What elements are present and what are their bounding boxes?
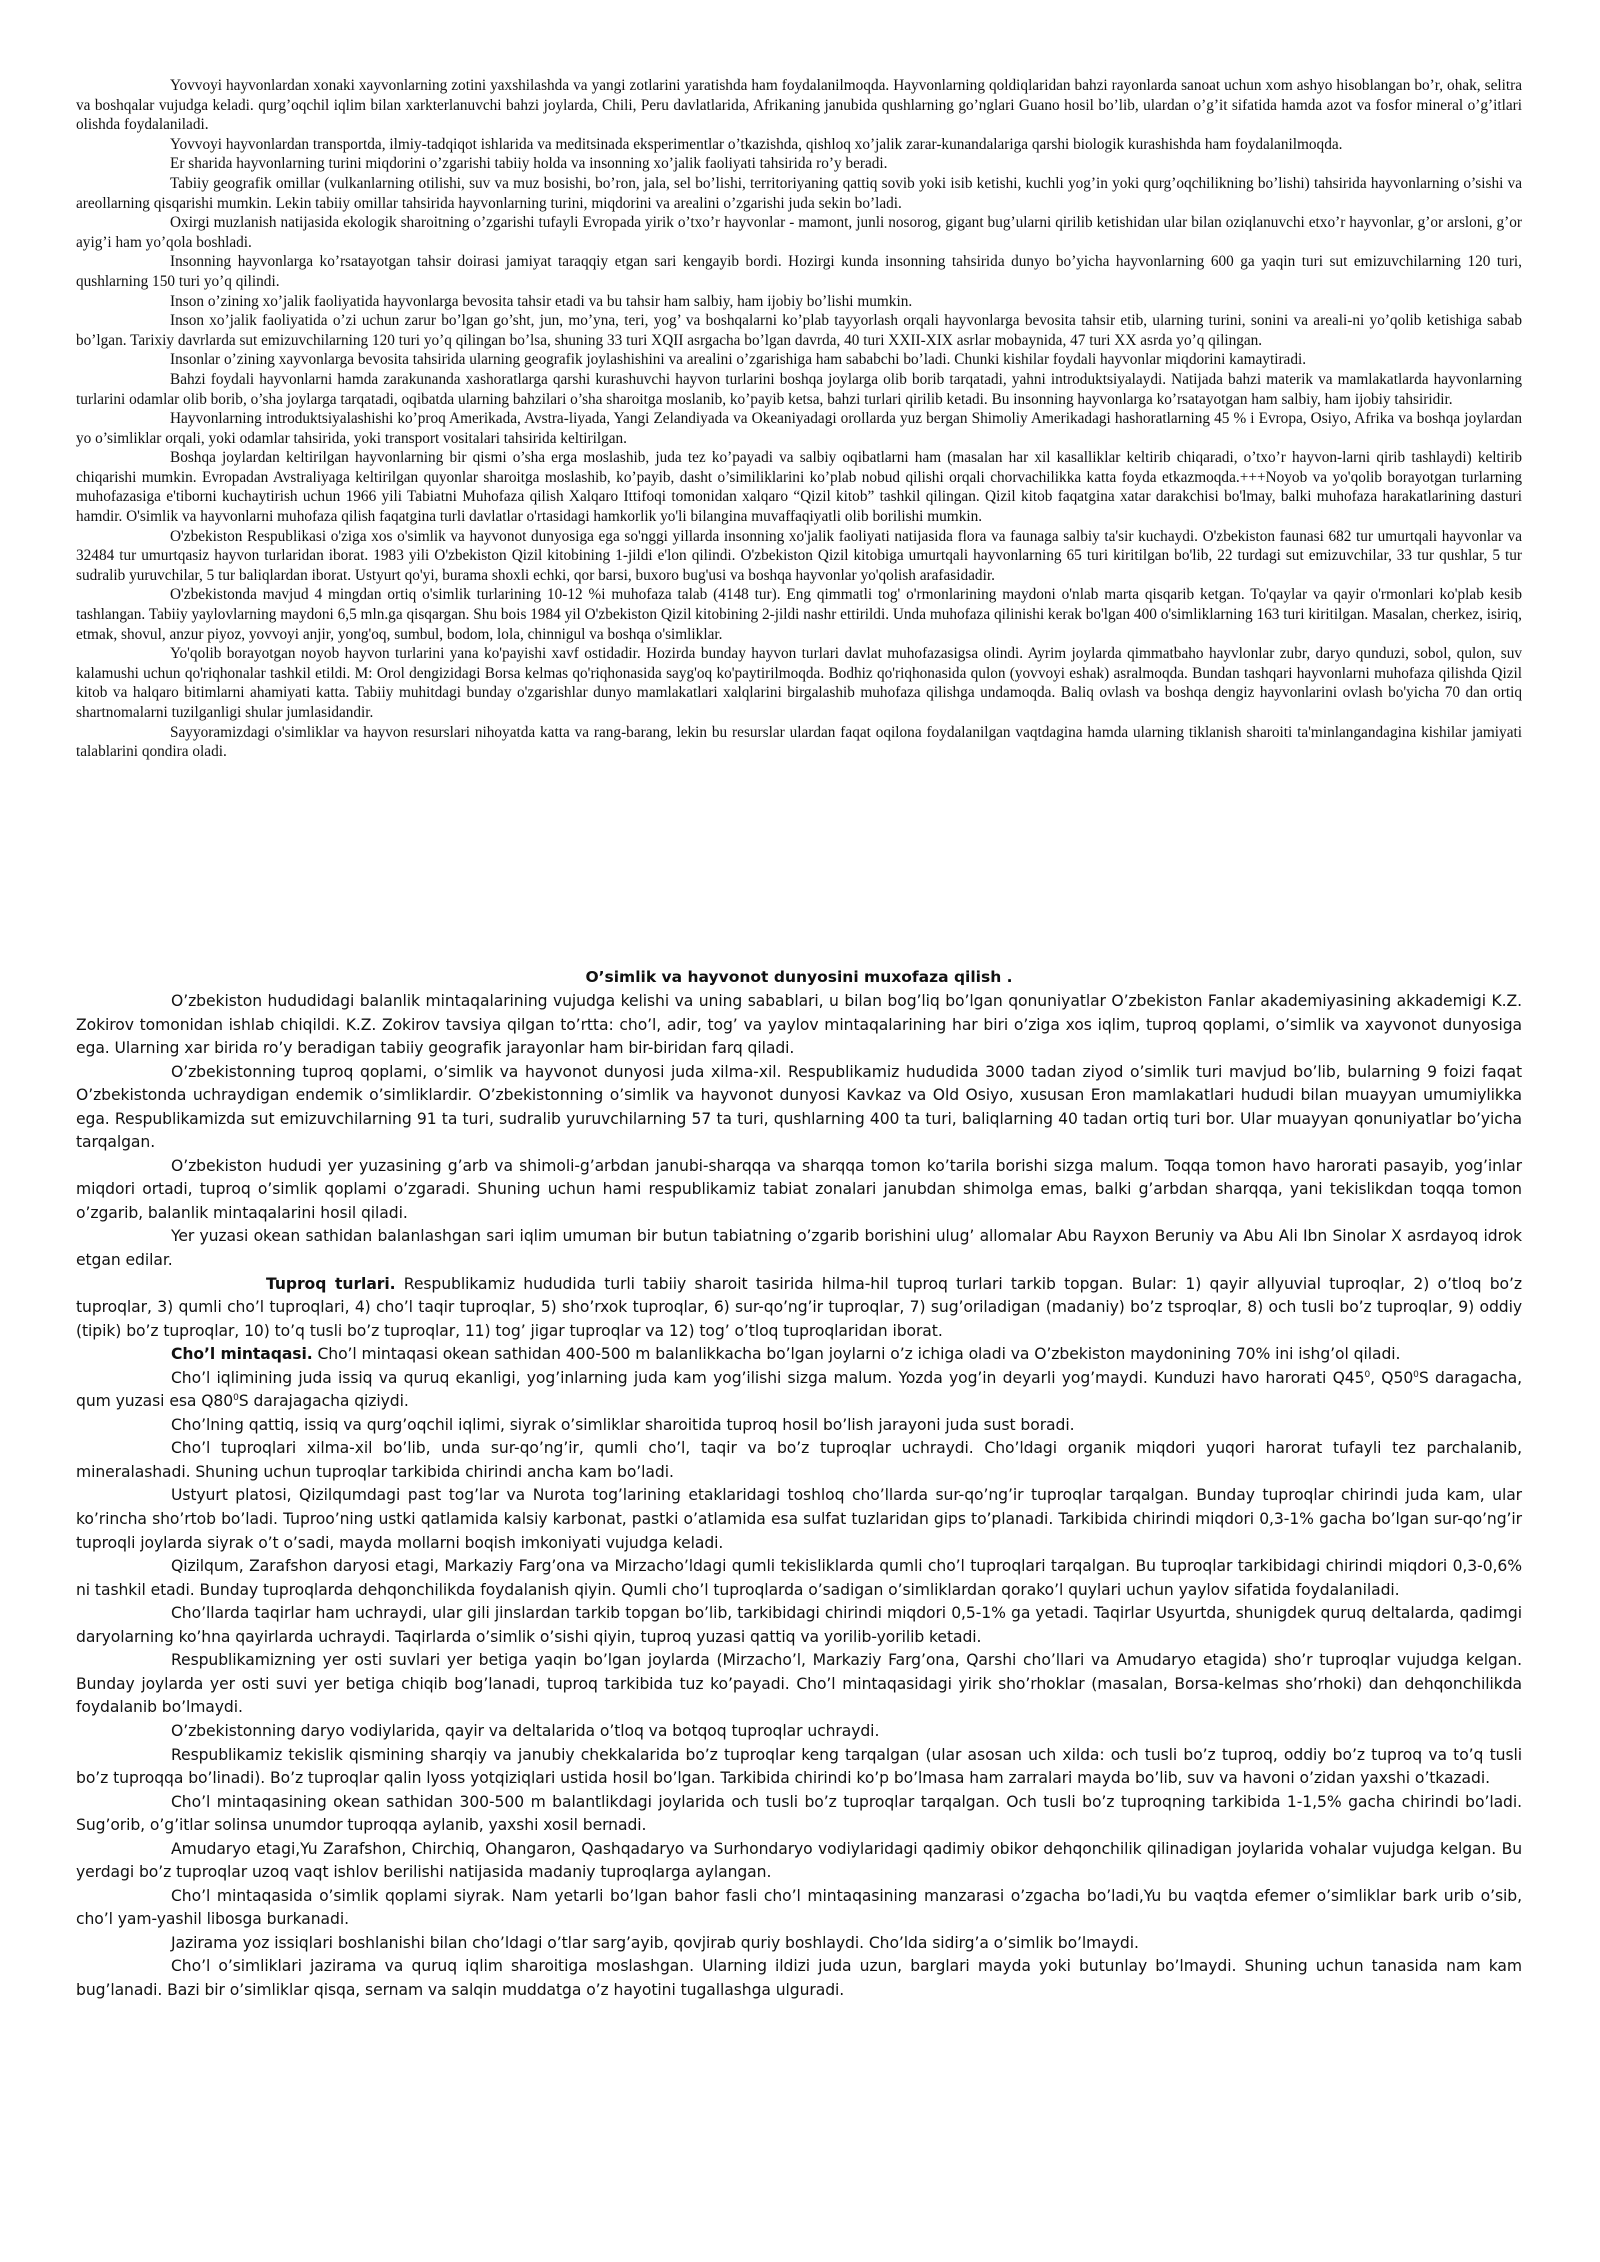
soil-types-text: Respublikamiz hududida turli tabiiy sharoit tasirida hilma-hil tuproq turlari tarkib topgan. Bular: 1) qayir allyuvial tuproqlar, 2) o’tloq bo’z tuproqlar, 3) qumli cho’l tuproqlari, 4) cho’l taqir tuproqlar, 5) sho’rxok tuproqlar, 6) sur-qo’ng’ir tuproqlar, 7) sug’oriladigan (madaniy) bo’z tsproqlar, 8) och tusli bo’z tuproqlar, 9) oddiy (tipik) bo’z tuproqlar, 10) to’q tusli bo’z tuproqlar, 11) tog’ jigar tuproqlar va 12) tog’ o’tloq tuproqlaridan iborat. <box>76 1274 1523 1340</box>
paragraph: Bahzi foydali hayvonlarni hamda zarakunanda xashoratlarga qarshi kurashuvchi hayvon turlarini boshqa joylarga olib borib tarqatadi, yahni introduktsiyalaydi. Natijada bahzi materik va mamlakatlarda hayvonlarning turlarini odamlar olib borib, o’sha joylarga tarqatadi, oqibatda ularning bahzilari o’sha sharoitga moslanib, ko’payib ketsa, bahzi turlari qirilib ketadi. Bu insonning hayvonlarga ko’rsatayotgan ham salbiy, ham ijobiy tahsiridir. <box>76 370 1522 408</box>
paragraph: O’zbekistonning tuproq qoplami, o’simlik va hayvonot dunyosi juda xilma-xil. Respublikamiz hududida 3000 tadan ziyod o’simlik turi mavjud bo’lib, bularning 9 foizi faqat O’zbekistonda uchraydigan endemik o’simliklardir. O’zbekistonning o’simlik va hayvonot dunyosi Kavkaz va Old Osiyo, xususan Eron mamlakatlari hududi bilan muayyan umumiylikka ega. Respublikamizda sut emizuvchilarning 91 ta turi, sudralib yuruvchilarning 57 ta turi, qushlarning 400 ta turi, baliqlarning 40 tadan ortiq turi bor. Ular muayyan qonuniyatlar bo’yicha tarqalgan. <box>76 1062 1522 1152</box>
paragraph: Jazirama yoz issiqlari boshlanishi bilan cho’ldagi o’tlar sarg’ayib, qovjirab quriy boshlaydi. Cho’lda sidirg’a o’simlik bo’lmaydi. <box>171 1933 1139 1952</box>
paragraph: Boshqa joylardan keltirilgan hayvonlarning bir qismi o’sha erga moslashib, juda tez ko’payadi va salbiy oqibatlarni ham (masalan har xil kasalliklar keltirib chiqaradi, o’txo’r hayvon-larni qirib tashlaydi) keltirib chiqarishi mumkin. Evropadan Avstraliyaga keltirilgan quyonlar sharoitga moslashib, ko’payib, dasht o’similiklarini ko’plab nobud qilishi orqali chorvachilikka katta foyda etkazmoqda.+++Noyob va yo'qolib borayotgan turlarning muhofazasiga e'tiborni kuchaytirish uchun 1966 yili Tabiatni Muhofaza qilish Xalqaro Ittifoqi tomonidan xalqaro “Qizil kitob” tashkil qilingan. Qizil kitob faqatgina xatar darakchisi bo'lmay, balki muhofaza harakatlarining dasturi hamdir. O'simlik va hayvonlarni muhofaza qilish faqatgina turli davlatlar o'rtasidagi hamkorlik yo'li bilangina muvaffaqiyatli olib borilishi mumkin. <box>76 449 1522 526</box>
paragraph: Yo'qolib borayotgan noyob hayvon turlarini yana ko'payishi xavf ostidadir. Hozirda bunday hayvon turlari davlat muhofazasigsa olindi. Ayrim joylarda qimmatbaho hayvlonlar zubr, daryo qunduzi, sobol, qulon, suv kalamushi uchun qo'riqhonalar tashkil etildi. M: Orol dengizidagi Borsa kelmas qo'riqhonasida sayg'oq ko'paytirilmoqda. Bodhiz qo'riqhonasida qulon (yovvoyi eshak) asralmoqda. Bundan tashqari hayvonlarni muhofaza qilishda Qizil kitob va halqaro bitimlarni ahamiyati katta. Tabiiy muhitdagi bunday o'zgarishlar dunyo mamlakatlari xalqlarini birgalashib muhofaza qilishga undamoqda. Baliq ovlash va boshqa dengiz hayvonlarini ovlash bo'yicha 70 dan ortiq shartnomalarni tuzilganligi shular jumlasidandir. <box>76 645 1522 721</box>
degree-sup: 0 <box>233 1393 239 1404</box>
paragraph-climate <box>76 1367 1522 1414</box>
paragraph: Cho’lning qattiq, issiq va qurg’oqchil iqlimi, siyrak o’simliklar sharoitida tuproq hosil bo’lish jarayoni juda sust boradi. <box>171 1415 1075 1434</box>
paragraph: Respublikamizning yer osti suvlari yer betiga yaqin bo’lgan joylarda (Mirzacho’l, Markaziy Farg’ona, Qarshi cho’llari va Amudaryo etagida) sho’r tuproqlar vujudga kelgan. Bunday joylarda yer osti suvi yer betiga chiqib bog’lanadi, tuproq tarkibida tuz ko’payadi. Cho’l mintaqasidagi yirik sho’rhoklar (masalan, Borsa-kelmas sho’rhoki) dan dehqonchilikda foydalanib bo’lmaydi. <box>76 1651 1522 1717</box>
paragraph: Insonning hayvonlarga ko’rsatayotgan tahsir doirasi jamiyat taraqqiy etgan sari kengayib bordi. Hozirgi kunda insonning tahsirida dunyo bo’yicha hayvonlarning 600 ga yaqin turi sut emizuvchilarning 120 turi, qushlarning 150 turi yo’q qilindi. <box>76 253 1522 290</box>
paragraph: Cho’l mintaqasida o’simlik qoplami siyrak. Nam yetarli bo’lgan bahor fasli cho’l mintaqasining manzarasi o’zgacha bo’ladi,Yu bu vaqtda efemer o’simliklar bark urib o’sib, cho’l yam-yashil libosga burkanadi. <box>76 1886 1522 1929</box>
soil-types-heading: Tuproq turlari. <box>266 1274 396 1293</box>
paragraph: Sayyoramizdagi o'simliklar va hayvon resurslari nihoyatda katta va rang-barang, lekin bu resurslar ulardan faqat oqilona foydalanilgan vaqtdagina hamda ularning tiklanish sharoiti ta'minlangandagina kishilar jamiyati talablarini qondira oladi. <box>76 723 1522 761</box>
paragraph: Cho’llarda taqirlar ham uchraydi, ular gili jinslardan tarkib topgan bo’lib, tarkibidagi chirindi miqdori 0,5-1% ga yetadi. Taqirlar Usyurtda, shunigdek quruq deltalarda, qadimgi daryolarning ko’hna qayirlarda uchraydi. Taqirlarda o’simlik o’sishi qiyin, tuproq yuzasi qattiq va yorilib-yorilib ketadi. <box>76 1604 1522 1646</box>
climate-text-a: Cho’l iqlimining juda issiq va quruq ekanligi, yog’inlarning juda kam yog’ilishi sizga malum. Yozda yog’in deyarli yog’maydi. Kunduzi havo harorati Q45 <box>171 1368 1365 1387</box>
paragraph: Yer yuzasi okean sathidan balanlashgan sari iqlim umuman bir butun tabiatning o’zgarib borishini ulug’ allomalar Abu Rayxon Beruniy va Abu Ali Ibn Sinolar X asrdayoq idrok etgan edilar. <box>76 1227 1522 1270</box>
paragraph: Hayvonlarning introduktsiyalashishi ko’proq Amerikada, Avstra-liyada, Yangi Zelandiyada va Okeaniyadagi orollarda yuz bergan Shimoliy Amerikadagi hashoratlarning 45 % i Evropa, Osiyo, Afrika va boshqa joylardan yo o’simliklar orqali, yoki odamlar tahsirida, yoki transport vositalari tahsirida keltirilgan. <box>76 410 1522 447</box>
paragraph: Ustyurt platosi, Qizilqumdagi past tog’lar va Nurota tog’larining etaklaridagi toshloq cho’llarda sur-qo’ng’ir tuproqlar tarqalgan. Bunday tuproqlar chirindi juda kam, ular ko’rincha sho’rtob bo’ladi. Tuproo’ning ustki qatlamida kalsiy karbonat, pastki o’atlamida esa sulfat tuzlaridan gips to’planadi. Tarkibida chirindi miqdori 0,3-1% gacha bo’lgan sur-qo’ng’ir tuproqli joylarda siyrak o’t o’sadi, mayda mollarni boqish imkoniyati vujudga keladi. <box>76 1486 1522 1552</box>
section-heading: O’simlik va hayvonot dunyosini muxofaza qilish . <box>585 968 1013 986</box>
paragraph: O'zbekistonda mavjud 4 mingdan ortiq o'simlik turlarining 10-12 %i muhofaza talab (4148 tur). Eng qimmatli tog' o'rmonlarining maydoni o'nlab marta qisqarib ketgan. To'qaylar va qayir o'rmonlari ko'plab kesib tashlangan. Tabiiy yaylovlarning maydoni 6,5 mln.ga qisqargan. Shu bois 1984 yil O'zbekiston Qizil kitobining 2-jildi nashr ettirildi. Unda muhofaza qilinishi kerak bo'lgan 400 o'simliklarning 163 turi kiritilgan. Masalan, cherkez, isiriq, etmak, shovul, anzur piyoz, yovvoyi anjir, yong'oq, sumbul, bodom, lola, chinnigul va boshqa o'simliklar. <box>76 586 1523 643</box>
paragraph: Inson xo’jalik faoliyatida o’zi uchun zarur bo’lgan go’sht, jun, mo’yna, teri, yog’ va boshqalarni ko’plab tayyorlash orqali hayvonlarga bevosita tahsir etib, ularning turini, sonini va areali-ni yo’qolib ketishiga sabab bo’lgan. Tarixiy davrlarda sut emizuvchilarning 120 turi yo’q qilingan bo’lsa, shuning 33 turi XQII asrgacha bo’lgan davrda, 40 turi XXII-XIX asrlar mobaynida, 47 turi XX asrda yo’q qilingan. <box>76 312 1522 349</box>
desert-zone-heading: Cho’l mintaqasi. <box>171 1345 313 1364</box>
paragraph: O’zbekistonning daryo vodiylarida, qayir va deltalarida o’tloq va botqoq tuproqlar uchraydi. <box>171 1721 880 1740</box>
paragraph: Cho’l o’simliklari jazirama va quruq iqlim sharoitiga moslashgan. Ularning ildizi juda uzun, barglari mayda yoki butunlay bo’lmaydi. Shuning uchun tanasida nam kam bug’lanadi. Bazi bir o’simliklar qisqa, sernam va salqin muddatga o’z hayotini tugallashga ulguradi. <box>76 1957 1522 1999</box>
paragraph: Qizilqum, Zarafshon daryosi etagi, Markaziy Farg’ona va Mirzacho’ldagi qumli tekisliklarda qumli cho’l tuproqlari tarqalgan. Bu tuproqlar tarkibidagi chirindi miqdori 0,3-0,6% ni tashkil etadi. Bunday tuproqlarda dehqonchilikda foydalanish qiyin. Qumli cho’l tuproqlarda o’sadigan o’simliklardan qorako’l quylari uchun yaylov sifatida foydalaniladi. <box>76 1557 1522 1599</box>
body-text-lower <box>76 990 1522 2003</box>
paragraph: Inson o’zining xo’jalik faoliyatida hayvonlarga bevosita tahsir etadi va bu tahsir ham salbiy, ham ijobiy bo’lishi mumkin. <box>170 292 913 310</box>
paragraph: O’zbekiston hududi yer yuzasining g’arb va shimoli-g’arbdan janubi-sharqqa va sharqqa tomon ko’tarila borishi sizga malum. Toqqa tomon havo harorati pasayib, yog’inlar miqdori ortadi, tuproq o’simlik qoplami o’zgaradi. Shuning uchun hami respublikamiz tabiat zonalari janubdan shimolga emas, balki g’arbdan sharqqa, yani tekislikdan toqqa tomon o’zgarib, balanlik mintaqalarini hosil qiladi. <box>76 1156 1522 1222</box>
paragraph: Insonlar o’zining xayvonlarga bevosita tahsirida ularning geografik joylashishini va arealini o’zgarishiga ham sababchi bo’ladi. Chunki kishilar foydali hayvonlar miqdorini kamaytiradi. <box>170 351 1307 369</box>
climate-text-c: S daragacha, qum yuzasi esa Q80 <box>76 1368 1522 1411</box>
degree-sup: 0 <box>1413 1369 1419 1380</box>
paragraph: Er sharida hayvonlarning turini miqdorini o’zgarishi tabiiy holda va insonning xo’jalik faoliyati tahsirida ro’y beradi. <box>170 155 888 173</box>
paragraph: Respublikamiz tekislik qismining sharqiy va janubiy chekkalarida bo’z tuproqlar keng tarqalgan (ular asosan uch xilda: och tusli bo’z tuproq, oddiy bo’z tuproq va to’q tusli bo’z tuproqqa bo’linadi). Bo’z tuproqlar qalin lyoss yotqiziqlari ustida hosil bo’lgan. Tarkibida chirindi ko’p bo’lmasa ham zarralari mayda bo’lib, suv va havoni o’zidan yaxshi o’tkazadi. <box>76 1745 1522 1788</box>
paragraph-desert-zone <box>76 1343 1522 1367</box>
paragraph: O’zbekiston hududidagi balanlik mintaqalarining vujudga kelishi va uning sabablari, u bilan bog’liq bo’lgan qonuniyatlar O’zbekiston Fanlar akademiyasining akkademigi K.Z. Zokirov tomonidan ishlab chiqildi. K.Z. Zokirov tavsiya qilgan to’rtta: cho’l, adir, tog’ va yaylov mintaqalarining har biri o’ziga xos iqlim, tuproq qoplami, o’simlik va xayvonot dunyosiga ega. Ularning xar birida ro’y beradigan tabiiy geografik jarayonlar ham bir-biridan farq qiladi. <box>76 992 1522 1058</box>
climate-text-d: S darajagacha qiziydi. <box>238 1392 409 1411</box>
paragraph: Cho’l mintaqasining okean sathidan 300-500 m balantlikdagi joylarida och tusli bo’z tuproqlar tarqalgan. Och tusli bo’z tuproqning tarkibida 1-1,5% gacha chirindi bo’ladi. Sug’orib, o’g’itlar solinsa unumdor tuproqqa aylanib, yaxshi xosil bernadi. <box>76 1792 1522 1835</box>
desert-zone-text: Cho’l mintaqasi okean sathidan 400-500 m balanlikkacha bo’lgan joylarni o’z ichiga oladi va O’zbekiston maydonining 70% ini ishg’ol qiladi. <box>312 1345 1401 1364</box>
paragraph: Oxirgi muzlanish natijasida ekologik sharoitning o’zgarishi tufayli Evropada yirik o’txo’r hayvonlar - mamont, junli nosorog, gigant bug’ularni qirilib ketishidan ular bilan oziqlanuvchi etxo’r hayvonlar, g’or arsloni, g’or ayig’i ham yo’qola boshladi. <box>76 214 1522 251</box>
paragraph-soil-types <box>76 1273 1522 1344</box>
body-text-upper <box>76 76 1522 762</box>
paragraph: O'zbekiston Respublikasi o'ziga xos o'simlik va hayvonot dunyosiga ega so'nggi yillarda insonning xo'jalik faoliyati natijasida flora va faunaga salbiy ta'sir kuchaydi. O'zbekiston faunasi 682 tur umurtqali hayvonlar va 32484 tur umurtqasiz hayvon turlaridan iborat. 1983 yili O'zbekiston Qizil kitobining 1-jildi e'lon qilindi. O'zbekiston Qizil kitobiga umurtqali hayvonlarning 65 turi kiritilgan bo'lib, 22 turdagi sut emizuvchilar, 33 tur qushlar, 5 tur sudralib yuruvchilar, 5 tur baliqlardan iborat. Ustyurt qo'yi, burama shoxli echki, qor barsi, buxoro bug'usi va boshqa hayvonlar yo'qolish arafasidadir. <box>76 527 1522 584</box>
paragraph: Amudaryo etagi,Yu Zarafshon, Chirchiq, Ohangaron, Qashqadaryo va Surhondaryo vodiylaridagi qadimiy obikor dehqonchilik qilinadigan joylarida vohalar vujudga kelgan. Bu yerdagi bo’z tuproqlar uzoq vaqt ishlov berilishi natijasida madaniy tuproqlarga aylangan. <box>76 1839 1522 1882</box>
degree-sup: 0 <box>1364 1369 1371 1380</box>
climate-text-b: , Q50 <box>1370 1368 1414 1387</box>
paragraph: Tabiiy geografik omillar (vulkanlarning otilishi, suv va muz bosishi, bo’ron, jala, sel bo’lishi, territoriyaning qattiq sovib yoki isib ketishi, kuchli yog’in yoki qurg’oqchilikning bo’lishi) tahsirida hayvonlarning o’sishi va areollarning qisqarishi mumkin. Lekin tabiiy omillar tahsirida hayvonlarning turini, miqdorini va arealini o’zgarishi juda sekin bo’ladi. <box>76 174 1522 212</box>
paragraph: Yovvoyi hayvonlardan transportda, ilmiy-tadqiqot ishlarida va meditsinada eksperimentlar o’tkazishda, qishloq xo’jalik zarar-kunandalariga qarshi biologik kurashishda ham foydalanilmoqda. <box>170 135 1343 153</box>
paragraph: Yovvoyi hayvonlardan xonaki xayvonlarning zotini yaxshilashda va yangi zotlarini yaratishda ham foydalanilmoqda. Hayvonlarning qoldiqlaridan bahzi rayonlarda sanoat uchun xom ashyo hisoblangan bo’r, ohak, selitra va boshqalar vujudga keladi. qurg’oqchil iqlim bilan xarkterlanuvchi bahzi joylarda, Chili, Peru davlatlarida, Afrikaning janubida qushlarning go’nglari Guano hosil bo’lib, ulardan o’g’it sifatida hamda azot va fosfor mineral o’g’itlari olishda foydalaniladi. <box>76 77 1522 134</box>
paragraph: Cho’l tuproqlari xilma-xil bo’lib, unda sur-qo’ng’ir, qumli cho’l, taqir va bo’z tuproqlar uchraydi. Cho’ldagi organik miqdori yuqori harorat tufayli tez parchalanib, mineralashadi. Shuning uchun tuproqlar tarkibida chirindi ancha kam bo’ladi. <box>76 1439 1522 1481</box>
